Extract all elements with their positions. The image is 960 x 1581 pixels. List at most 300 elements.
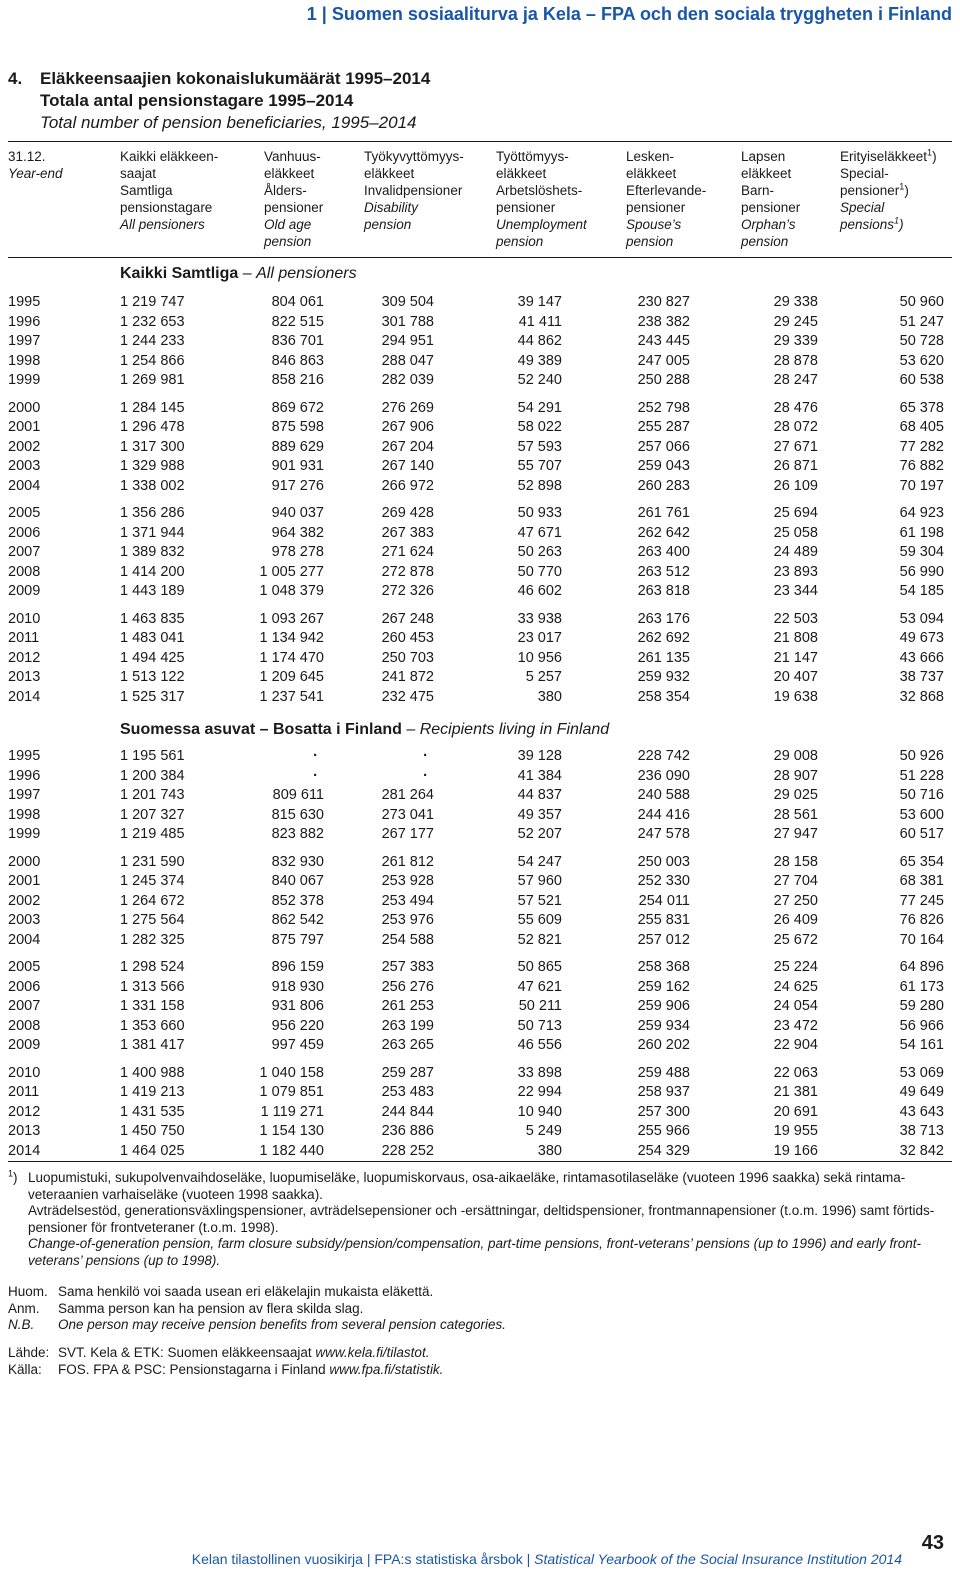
value-cell: 50 713 [517,1017,562,1034]
value-cell: 266 972 [381,477,434,494]
table-row [8,1122,952,1142]
value-cell: 25 224 [773,959,818,975]
table-row [8,892,952,912]
value-cell: 263 265 [381,1037,434,1053]
col-head-orphan: Lapsen eläkkeet Barn- pensioner Orphan’s pension [741,149,801,249]
value-cell: 53 094 [899,610,944,627]
value-cell: 252 330 [637,873,690,889]
value-cell: 1 154 130 [259,1123,324,1139]
value-cell: 53 620 [899,352,944,369]
value-cell: 1 174 470 [259,649,324,666]
table-row [8,747,952,767]
value-cell: 47 671 [517,524,562,541]
value-cell: 1 275 564 [120,912,185,928]
value-cell: 50 728 [899,333,944,349]
value-cell: 257 300 [637,1103,690,1120]
sources: Lähde: SVT. Kela & ETK: Suomen eläkkeensaajat www.kela.fi/tilastot. Källa: FOS. FPA & PSC: Pensionstagarna i Finland www.fpa.fi/statistik. [8,1345,444,1377]
value-cell: 804 061 [271,294,324,310]
value-cell: 49 649 [899,1084,944,1100]
value-cell: 997 459 [271,1037,324,1053]
table-row [8,1064,952,1084]
year-cell: 2004 [8,931,41,948]
year-cell: 2005 [8,959,41,975]
value-cell: 57 960 [517,873,562,889]
value-cell: 261 761 [637,505,690,521]
value-cell: 50 960 [899,294,944,310]
value-cell: 858 216 [271,372,324,388]
table-row [8,958,952,978]
value-cell: 52 898 [517,477,562,494]
col-head-unemployment: Työttömyys- eläkkeet Arbetslöshets- pensioner Unemployment pension [496,149,587,249]
value-cell: 259 287 [381,1064,434,1081]
value-cell: 267 383 [381,524,434,541]
table-row [8,997,952,1017]
value-cell: 282 039 [381,372,434,388]
value-cell: 50 770 [517,563,562,580]
year-cell: 2013 [8,1123,41,1139]
year-cell: 1995 [8,294,41,310]
year-cell: 2013 [8,669,41,685]
value-cell: 1 414 200 [120,563,185,580]
table-row [8,438,952,458]
year-cell: 1998 [8,806,41,823]
value-cell: 1 331 158 [120,998,185,1014]
year-cell: 2009 [8,1037,41,1053]
value-cell: 29 025 [773,787,818,803]
year-cell: 2008 [8,563,41,580]
value-cell: 253 976 [381,912,434,928]
year-cell: 2000 [8,853,41,870]
value-cell: 1 525 317 [120,688,185,705]
year-cell: 2011 [8,630,40,646]
value-cell: 260 283 [637,477,690,494]
table-row [8,668,952,688]
value-cell: 1 048 379 [259,583,324,599]
table-row [8,872,952,892]
value-cell: 1 282 325 [120,931,185,948]
footnote-sv-1: Avträdelsestöd, generationsväxlingspensioner, avträdelsepensioner och -ersättningar, deltidspensioner, frontmannapensioner (t.o.m. 1996) samt förtids- [28,1203,935,1218]
value-cell: 19 166 [773,1142,818,1159]
value-cell: 54 291 [517,399,562,416]
value-cell: 70 164 [899,931,944,948]
value-cell: 50 933 [517,505,562,521]
value-cell: 52 240 [517,372,562,388]
value-cell: 263 400 [637,544,690,560]
year-cell: 2003 [8,458,41,474]
value-cell: 1 463 835 [120,610,185,627]
value-cell: 258 354 [637,688,690,705]
table-row [8,1142,952,1162]
value-cell: 53 069 [899,1064,944,1081]
value-cell: 272 878 [381,563,434,580]
value-cell: 875 598 [271,419,324,435]
table-row [8,332,952,352]
value-cell: 263 818 [637,583,690,599]
year-cell: 2003 [8,912,41,928]
table-row [8,543,952,563]
value-cell: 1 237 541 [259,688,324,705]
value-cell: 1 338 002 [120,477,185,494]
source-link-kela[interactable]: www.kela.fi/tilastot. [315,1345,430,1360]
year-cell: 2005 [8,505,41,521]
title-en: Total number of pension beneficiaries, 1995–2014 [40,113,417,132]
value-cell: 54 185 [899,583,944,599]
value-cell: 1 232 653 [120,313,185,330]
value-cell: 964 382 [271,524,324,541]
value-cell: 253 494 [381,892,434,909]
value-cell: 46 602 [517,583,562,599]
table-row [8,786,952,806]
value-cell: 271 624 [381,544,434,560]
value-cell: 28 561 [773,806,818,823]
value-cell: 38 713 [899,1123,944,1139]
value-cell: 1 219 485 [120,826,185,842]
table-row [8,610,952,630]
value-cell: 259 162 [637,978,690,995]
value-cell: 228 252 [381,1142,434,1159]
value-cell: 1 079 851 [259,1084,324,1100]
value-cell: 51 247 [899,313,944,330]
value-cell: 1 182 440 [259,1142,324,1159]
year-cell: 1998 [8,352,41,369]
value-cell: 1 298 524 [120,959,185,975]
value-cell: 1 389 832 [120,544,185,560]
value-cell: 263 199 [381,1017,434,1034]
page-number: 43 [921,1532,944,1554]
value-cell: 64 923 [899,505,944,521]
table-row [8,1036,952,1056]
year-cell: 2007 [8,544,41,560]
col-head-all: Kaikki eläkkeen- saajat Samtliga pensionstagare All pensioners [120,149,219,232]
table-row [8,767,952,787]
value-cell: 29 008 [773,748,818,764]
value-cell: 50 211 [518,998,562,1014]
value-cell: 28 878 [773,352,818,369]
value-cell: 19 638 [773,688,818,705]
value-cell: 1 431 535 [120,1103,185,1120]
value-cell: 50 926 [899,748,944,764]
value-cell: 49 389 [517,352,562,369]
value-cell: 21 808 [773,630,818,646]
value-cell: 875 797 [271,931,324,948]
value-cell: 60 538 [899,372,944,388]
year-cell: 2007 [8,998,41,1014]
year-cell: 2008 [8,1017,41,1034]
value-cell: 1 317 300 [120,438,185,455]
value-cell: 1 219 747 [120,294,185,310]
value-cell: 1 040 158 [259,1064,324,1081]
value-cell: 32 842 [899,1142,944,1159]
table-row [8,582,952,602]
value-cell: 1 464 025 [120,1142,185,1159]
value-cell: 59 304 [899,544,944,560]
notes: Huom. Sama henkilö voi saada usean eri eläkelajin mukaista eläkettä. Anm. Samma person kan ha pension av flera skilda slag. N.B. One person may receive pension benefits from several pension categories. [8,1284,506,1332]
title-sv: Totala antal pensionstagare 1995–2014 [40,91,354,110]
year-cell: 2001 [8,419,41,435]
year-cell: 2002 [8,438,41,455]
value-cell: 1 419 213 [120,1084,185,1100]
value-cell: 21 147 [773,649,818,666]
table-number: 4. [8,69,23,88]
value-cell: 53 600 [899,806,944,823]
value-cell: 258 937 [637,1084,690,1100]
value-cell: 52 821 [517,931,562,948]
year-cell: 1999 [8,826,41,842]
value-cell: 43 666 [899,649,944,666]
table-row [8,352,952,372]
value-cell: 10 956 [517,649,562,666]
value-cell: 20 691 [773,1103,818,1120]
table-row [8,931,952,951]
value-cell: 39 128 [517,748,562,764]
value-cell: 56 990 [899,563,944,580]
value-cell: 52 207 [517,826,562,842]
value-cell: 26 109 [773,477,818,494]
year-cell: 2011 [8,1084,40,1100]
source-link-fpa[interactable]: www.fpa.fi/statistik. [329,1361,444,1377]
value-cell: 261 253 [381,998,434,1014]
footnote-fi-1: Luopumistuki, sukupolvenvaihdoseläke, luopumiseläke, luopumiskorvaus, osa-aikaeläke, rintamasotilaseläke (vuoteen 1996 saakka) sekä rintama- [28,1170,906,1185]
value-cell: 236 090 [637,767,690,784]
value-cell: 1 483 041 [120,630,185,646]
table-row [8,418,952,438]
table-row [8,806,952,826]
value-cell: 28 247 [773,372,818,388]
value-cell: 822 515 [271,313,324,330]
value-cell: 273 041 [381,806,434,823]
value-cell: 259 932 [637,669,690,685]
value-cell: 228 742 [637,748,690,764]
value-cell: 230 827 [637,294,690,310]
value-cell: 262 642 [637,524,690,541]
value-cell: 247 005 [637,352,690,369]
value-cell: 25 672 [773,931,818,948]
value-cell: 1 513 122 [120,669,185,685]
value-cell: 244 844 [381,1103,434,1120]
value-cell: 57 521 [517,892,562,909]
value-cell: 852 378 [271,892,324,909]
value-cell: 55 609 [517,912,562,928]
value-cell: 27 704 [773,873,818,889]
year-cell: 1999 [8,372,41,388]
value-cell: 60 517 [899,826,944,842]
year-cell: 2002 [8,892,41,909]
bottom-rule [8,1161,952,1162]
value-cell: 267 204 [381,438,434,455]
value-cell: 29 338 [773,294,818,310]
value-cell: 50 716 [899,787,944,803]
value-cell: 10 940 [517,1103,562,1120]
value-cell: 247 578 [637,826,690,842]
value-cell: 869 672 [271,399,324,416]
value-cell: 50 865 [517,959,562,975]
value-cell: 49 357 [517,806,562,823]
value-cell: · [423,767,428,784]
value-cell: 269 428 [381,505,434,521]
value-cell: 27 250 [773,892,818,909]
table-row [8,399,952,419]
table-row [8,825,952,845]
value-cell: 261 135 [637,649,690,666]
value-cell: 77 245 [899,892,944,909]
value-cell: 840 067 [271,873,324,889]
chapter-header: 1 | Suomen sosiaaliturva ja Kela – FPA och den sociala tryggheten i Finland [306,4,952,24]
value-cell: 250 288 [637,372,690,388]
value-cell: 1 450 750 [120,1123,185,1139]
year-cell: 2006 [8,978,41,995]
value-cell: 1 443 189 [120,583,185,599]
value-cell: 68 381 [899,873,944,889]
value-cell: 267 177 [381,826,434,842]
footnote-sv-2: pensioner för frontveteraner (t.o.m. 1998). [28,1219,279,1235]
value-cell: 25 694 [773,505,818,521]
value-cell: 253 928 [381,873,434,889]
table-row [8,371,952,391]
year-cell: 2012 [8,1103,41,1120]
value-cell: 28 158 [773,853,818,870]
value-cell: 259 934 [637,1017,690,1034]
value-cell: 263 176 [637,610,690,627]
value-cell: · [313,767,318,784]
table-row [8,563,952,583]
value-cell: 47 621 [517,978,562,995]
value-cell: 1 200 384 [120,767,185,784]
value-cell: 1 195 561 [120,748,185,764]
value-cell: 255 966 [637,1123,690,1139]
value-cell: 823 882 [271,826,324,842]
value-cell: 1 201 743 [120,787,185,803]
value-cell: 33 938 [517,610,562,627]
value-cell: 259 488 [637,1064,690,1081]
value-cell: 253 483 [381,1084,434,1100]
value-cell: 20 407 [773,669,818,685]
value-cell: 267 248 [381,610,434,627]
value-cell: 22 994 [517,1084,562,1100]
value-cell: 54 161 [899,1037,944,1053]
value-cell: 918 930 [271,978,324,995]
value-cell: 256 276 [381,978,434,995]
value-cell: 23 344 [773,583,818,599]
col-head-special: Erityiseläkkeet$^1$) Special- pensioner$^1$) Special pensions$^1$) [840,147,937,232]
value-cell: 978 278 [271,544,324,560]
year-cell: 1995 [8,748,41,764]
value-cell: 1 313 566 [120,978,185,995]
year-cell: 2012 [8,649,41,666]
value-cell: 26 409 [773,912,818,928]
value-cell: 1 119 271 [260,1103,324,1120]
value-cell: 232 475 [381,688,434,705]
value-cell: 931 806 [271,998,324,1014]
footer-publication: Kelan tilastollinen vuosikirja | FPA:s statistiska årsbok | Statistical Yearbook of the Social Insurance Institution 2014 [191,1551,902,1567]
header-rule [8,257,952,258]
year-cell: 2010 [8,610,41,627]
year-cell: 2014 [8,688,41,705]
value-cell: 240 588 [637,787,690,803]
top-rule [8,141,952,142]
value-cell: 23 893 [773,563,818,580]
value-cell: 58 022 [517,419,562,435]
value-cell: 250 703 [381,649,434,666]
value-cell: 38 737 [899,669,944,685]
value-cell: 267 906 [381,419,434,435]
value-cell: 28 476 [773,399,818,416]
value-cell: 301 788 [381,313,434,330]
value-cell: 33 898 [517,1064,562,1081]
value-cell: 252 798 [637,399,690,416]
value-cell: 288 047 [381,352,434,369]
value-cell: 1 371 944 [120,524,185,541]
value-cell: 809 611 [272,787,324,803]
value-cell: 862 542 [271,912,324,928]
footnote: $^1$) Luopumistuki, sukupolvenvaihdoseläke, luopumiseläke, luopumiskorvaus, osa-aikaeläke, rintamasotilaseläke (vuoteen 1996 saakka) sekä rintama- veteraanien varhaiseläke (vuoteen 1998 saakka). Avträdelsestöd, generationsväxlingspensioner, avträdelsepensioner och -ersättningar, deltidspensioner, frontmannapensioner (t.o.m. 1996) samt förtids- pensioner för frontveteraner (t.o.m. 1998). Change-of-generation pension, farm closure subsidy/pension/compensation, part-time pensions, front-veterans’ pensions (up to 1996) and early front- veterans’ pensions (up to 1998). [8,1170,952,1269]
value-cell: 65 354 [899,853,944,870]
value-cell: 238 382 [637,313,690,330]
footnote-en-1: Change-of-generation pension, farm closure subsidy/pension/compensation, part-time pensions, front-veterans’ pensions (up to 1996) and early front- [28,1236,922,1251]
value-cell: 236 886 [381,1123,434,1139]
value-cell: 26 871 [773,458,818,474]
value-cell: 29 245 [773,313,818,330]
value-cell: 19 955 [773,1123,818,1139]
value-cell: 259 043 [637,458,690,474]
value-cell: 846 863 [271,352,324,369]
value-cell: 29 339 [773,333,818,349]
table-row [8,688,952,708]
value-cell: 815 630 [271,806,324,823]
value-cell: 1 244 233 [120,333,185,349]
table-row [8,853,952,873]
value-cell: 68 405 [899,419,944,435]
value-cell: 59 280 [899,998,944,1014]
value-cell: 56 966 [899,1017,944,1034]
value-cell: 257 383 [381,959,434,975]
value-cell: 1 400 988 [120,1064,185,1081]
footnote-en-2: veterans’ pensions (up to 1998). [28,1252,221,1268]
year-cell: 1996 [8,313,41,330]
value-cell: 27 671 [773,438,818,455]
value-cell: · [313,748,318,764]
value-cell: 77 282 [899,438,944,455]
value-cell: 41 411 [518,313,562,330]
table-row [8,629,952,649]
value-cell: 24 054 [773,998,818,1014]
year-cell: 2001 [8,873,41,889]
value-cell: 64 896 [899,959,944,975]
value-cell: 28 907 [773,767,818,784]
value-cell: 255 287 [637,419,690,435]
value-cell: 1 093 267 [259,610,324,627]
value-cell: 250 003 [637,853,690,870]
value-cell: 22 904 [773,1037,818,1053]
value-cell: 244 416 [637,806,690,823]
table-row [8,1103,952,1123]
value-cell: 254 588 [381,931,434,948]
table-row [8,504,952,524]
value-cell: 1 207 327 [120,806,185,823]
col-head-disability: Työkyvyttömyys- eläkkeet Invalidpensioner Disability pension [364,149,464,232]
value-cell: 255 831 [637,912,690,928]
value-cell: 57 593 [517,438,562,455]
value-cell: 272 326 [381,583,434,599]
value-cell: 49 673 [899,630,944,646]
value-cell: 260 202 [637,1037,690,1053]
value-cell: 1 494 425 [120,649,185,666]
value-cell: 22 503 [773,610,818,627]
value-cell: 836 701 [271,333,324,349]
value-cell: 23 017 [517,630,562,646]
section-heading-finland: Suomessa asuvat – Bosatta i Finland – Recipients living in Finland [120,721,610,738]
value-cell: 46 556 [517,1037,562,1053]
value-cell: 262 692 [637,630,690,646]
